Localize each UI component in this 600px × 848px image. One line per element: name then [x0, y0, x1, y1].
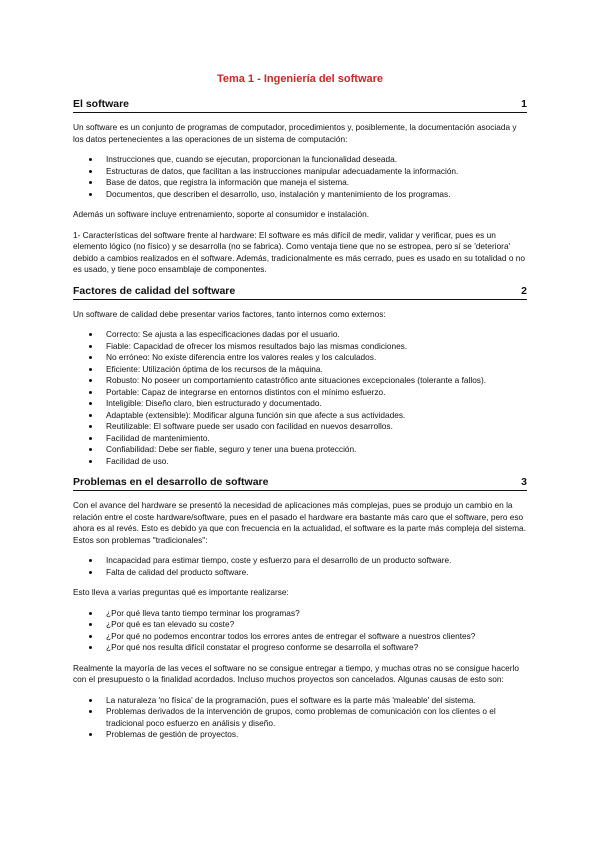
- list-item: Portable: Capaz de integrarse en entornos distintos con el mínimo esfuerzo.: [106, 387, 527, 399]
- paragraph: Un software de calidad debe presentar varios factores, tanto internos como externos:: [73, 308, 386, 319]
- list-item: Incapacidad para estimar tiempo, coste y esfuerzo para el desarrollo de un producto software.: [106, 555, 527, 567]
- list-item: Facilidad de uso.: [106, 456, 527, 468]
- section-heading: [73, 476, 527, 491]
- paragraph: Realmente la mayoría de las veces el software no se consigue entregar a tiempo, y muchas otras no se consigue hacerlo con el presupuesto o la finalidad acordados. Incluso muchos proyectos son cancelados. Algunas causas de esto son:: [73, 662, 519, 684]
- bullet-list: [73, 555, 527, 578]
- bullet-icon: [89, 345, 92, 348]
- paragraph: Esto lleva a varias preguntas qué es importante realizarse:: [73, 587, 289, 597]
- list-item: Problemas de gestión de proyectos.: [106, 729, 527, 741]
- bullet-icon: [89, 437, 92, 440]
- list-item: Falta de calidad del producto software.: [106, 567, 527, 579]
- bullet-icon: [89, 646, 92, 649]
- section-heading-text: Factores de calidad del software: [73, 284, 236, 297]
- paragraph: 1- Características del software frente al hardware: El software es más difícil de medir, validar y verificar, pues es un elemento lógico (no físico) y se desarrolla (no se fabrica). Como ventaja tiene que no se estropea, pero sí se 'deteriora' debido a cambios realizados en el software. Además, tradicionalmente es más cerrado, pues es usado en su totalidad o no es usado, y tiene poco ensamblaje de componentes.: [73, 229, 525, 274]
- paragraph: Además un software incluye entrenamiento, soporte al consumidor e instalación.: [73, 209, 370, 219]
- bullet-icon: [89, 425, 92, 428]
- document-title: Tema 1 - Ingeniería del software: [216, 73, 384, 85]
- list-item: La naturaleza 'no física' de la programación, pues el software es la parte más 'maleable' del sistema.: [106, 695, 527, 707]
- bullet-icon: [89, 460, 92, 463]
- section-heading-text: Problemas en el desarrollo de software: [73, 476, 269, 488]
- bullet-icon: [89, 571, 92, 574]
- paragraph: Con el avance del hardware se presentó la necesidad de aplicaciones más complejas, pues se produjo un cambio en la relación entre el coste hardware/software, pues en el pasado el hardware era bastante más caro que el software, pero eso ahora es al revés. Esto es debido ya que con frecuencia en la actualidad, el software es la parte más compleja del sistema. Estos son problemas "tradicionales":: [73, 500, 526, 545]
- list-item: No erróneo: No existe diferencia entre los valores reales y los calculados.: [106, 352, 527, 364]
- section-heading-text: El software: [73, 98, 130, 110]
- bullet-icon: [89, 635, 92, 638]
- bullet-icon: [89, 402, 92, 405]
- bullet-icon: [89, 414, 92, 417]
- bullet-list: [73, 695, 527, 741]
- list-item: Instrucciones que, cuando se ejecutan, proporcionan la funcionalidad deseada.: [106, 154, 527, 166]
- bullet-icon: [89, 170, 92, 173]
- bullet-icon: [89, 448, 92, 451]
- bullet-icon: [89, 391, 92, 394]
- list-item: Fiable: Capacidad de ofrecer los mismos resultados bajo las mismas condiciones.: [106, 341, 527, 353]
- list-item: ¿Por qué lleva tanto tiempo terminar los programas?: [106, 608, 527, 620]
- bullet-icon: [89, 368, 92, 371]
- bullet-list: [73, 329, 527, 467]
- list-item: Documentos, que describen el desarrollo, uso, instalación y mantenimiento de los programas.: [106, 189, 527, 201]
- list-item: Adaptable (extensible): Modificar alguna función sin que afecte a sus actividades.: [106, 410, 527, 422]
- list-item: Correcto: Se ajusta a las especificaciones dadas por el usuario.: [106, 329, 527, 341]
- list-item: Facilidad de mantenimiento.: [106, 433, 527, 445]
- bullet-icon: [89, 158, 92, 161]
- section-page-number: 3: [521, 476, 527, 488]
- section-heading: [73, 285, 527, 300]
- section-page-number: 1: [521, 98, 527, 110]
- bullet-icon: [89, 699, 92, 702]
- list-item: Base de datos, que registra la información que maneja el sistema.: [106, 177, 527, 189]
- bullet-icon: [89, 623, 92, 626]
- bullet-icon: [89, 193, 92, 196]
- list-item: Robusto: No poseer un comportamiento catastrófico ante situaciones excepcionales (tolerante a fallos).: [106, 375, 527, 387]
- list-item: Confiabilidad: Debe ser fiable, seguro y tener una buena protección.: [106, 444, 527, 456]
- bullet-icon: [89, 181, 92, 184]
- bullet-icon: [89, 356, 92, 359]
- list-item: ¿Por qué es tan elevado su coste?: [106, 619, 527, 631]
- list-item: Problemas derivados de la intervención de grupos, como problemas de comunicación con los clientes o el tradicional poco esfuerzo en análisis y diseño.: [106, 706, 527, 729]
- bullet-list: [73, 608, 527, 654]
- section-heading: [73, 98, 527, 113]
- list-item: Eficiente: Utilización óptima de los recursos de la máquina.: [106, 364, 527, 376]
- list-item: Estructuras de datos, que facilitan a las instrucciones manipular adecuadamente la información.: [106, 166, 527, 178]
- bullet-icon: [89, 559, 92, 562]
- list-item: ¿Por qué no podemos encontrar todos los errores antes de entregar el software a nuestros clientes?: [106, 631, 527, 643]
- list-item: ¿Por qué nos resulta difícil constatar el progreso conforme se desarrolla el software?: [106, 642, 527, 654]
- list-item: Inteligible: Diseño claro, bien estructurado y documentado.: [106, 398, 527, 410]
- bullet-icon: [89, 733, 92, 736]
- bullet-icon: [89, 612, 92, 615]
- section-page-number: 2: [521, 284, 527, 297]
- bullet-icon: [89, 333, 92, 336]
- bullet-icon: [89, 379, 92, 382]
- bullet-icon: [89, 710, 92, 713]
- paragraph: Un software es un conjunto de programas de computador, procedimientos y, posiblemente, la documentación asociada y los datos pertenecientes a las operaciones de un sistema de computación:: [73, 122, 517, 144]
- list-item: Reutilizable: El software puede ser usado con facilidad en nuevos desarrollos.: [106, 421, 527, 433]
- bullet-list: [73, 154, 527, 200]
